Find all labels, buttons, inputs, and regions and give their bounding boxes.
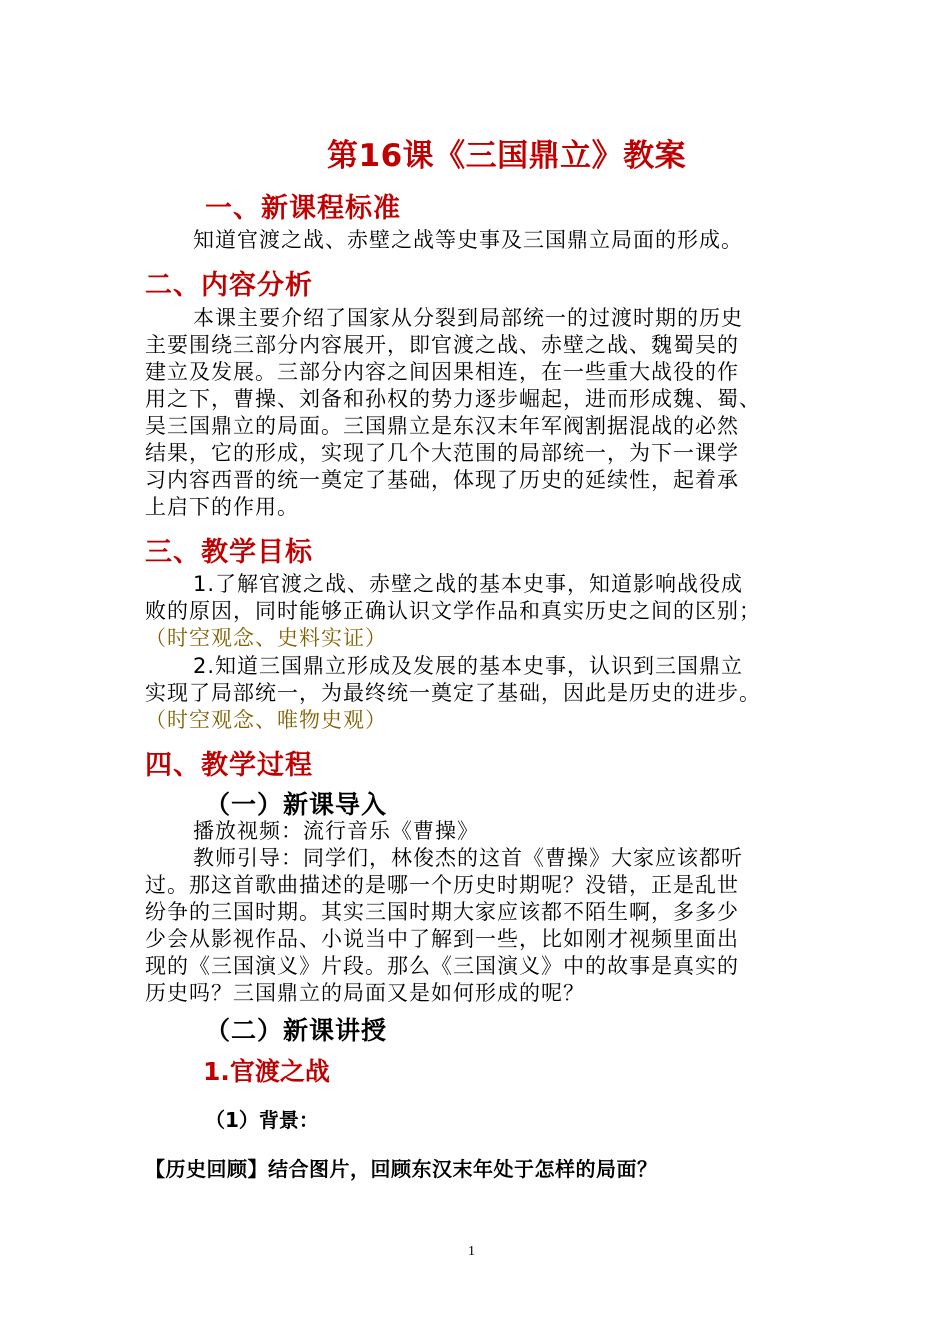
intro-video-text: 播放视频：流行音乐《曹操》 — [193, 819, 479, 843]
intro-line: 少会从影视作品、小说当中了解到一些，比如刚才视频里面出 — [145, 927, 739, 951]
goal-1-tag: （时空观念、史料实证） — [145, 626, 387, 650]
goal-1-line: 败的原因，同时能够正确认识文学作品和真实历史之间的区别； — [145, 599, 761, 623]
standard-text: 知道官渡之战、赤壁之战等史事及三国鼎立局面的形成。 — [193, 228, 743, 252]
intro-line: 教师引导：同学们，林俊杰的这首《曹操》大家应该都听 — [193, 846, 743, 870]
analysis-line: 上启下的作用。 — [145, 495, 299, 519]
goal-1-line: 1.了解官渡之战、赤壁之战的基本史事，知道影响战役成 — [193, 572, 744, 596]
analysis-paragraph — [145, 305, 815, 521]
section-heading-analysis: 二、内容分析 — [145, 270, 313, 301]
analysis-line: 建立及发展。三部分内容之间因果相连，在一些重大战役的作 — [145, 360, 739, 384]
page-title: 第16课《三国鼎立》教案 — [327, 138, 687, 174]
intro-line: 历史吗？三国鼎立的局面又是如何形成的呢？ — [145, 981, 585, 1005]
intro-line: 纷争的三国时期。其实三国时期大家应该都不陌生啊，多多少 — [145, 900, 739, 924]
page-number: 1 — [468, 1244, 475, 1259]
analysis-line: 习内容西晋的统一奠定了基础，体现了历史的延续性，起着承 — [145, 468, 739, 492]
intro-line: 现的《三国演义》片段。那么《三国演义》中的故事是真实的 — [145, 954, 739, 978]
history-review-prompt: 【历史回顾】结合图片，回顾东汉末年处于怎样的局面？ — [145, 1157, 658, 1181]
intro-paragraph — [145, 845, 815, 1007]
goal-1 — [145, 571, 815, 652]
goal-2-line: 实现了局部统一，为最终统一奠定了基础，因此是历史的进步。 — [145, 681, 761, 705]
intro-line: 过。那这首歌曲描述的是哪一个历史时期呢？没错，正是乱世 — [145, 873, 739, 897]
section-heading-process: 四、教学过程 — [145, 750, 313, 781]
analysis-line: 吴三国鼎立的局面。三国鼎立是东汉末年军阀割据混战的必然 — [145, 414, 739, 438]
section-heading-goals: 三、教学目标 — [145, 537, 313, 568]
goal-2 — [145, 653, 815, 734]
analysis-line: 结果，它的形成，实现了几个大范围的局部统一，为下一课学 — [145, 441, 739, 465]
subtopic-background: （1）背景： — [205, 1108, 319, 1132]
analysis-line: 主要围绕三部分内容展开，即官渡之战、赤壁之战、魏蜀吴的 — [145, 333, 739, 357]
analysis-line: 用之下，曹操、刘备和孙权的势力逐步崛起，进而形成魏、蜀、 — [145, 387, 761, 411]
goal-2-line: 2.知道三国鼎立形成及发展的基本史事，认识到三国鼎立 — [193, 654, 744, 678]
topic-guandu: 1.官渡之战 — [203, 1057, 330, 1086]
subsection-heading-intro: （一）新课导入 — [205, 790, 388, 819]
analysis-line: 本课主要介绍了国家从分裂到局部统一的过渡时期的历史 — [193, 306, 743, 330]
goal-2-tag: （时空观念、唯物史观） — [145, 708, 387, 732]
subsection-heading-lecture: （二）新课讲授 — [205, 1016, 388, 1045]
section-heading-standard: 一、新课程标准 — [205, 193, 401, 224]
